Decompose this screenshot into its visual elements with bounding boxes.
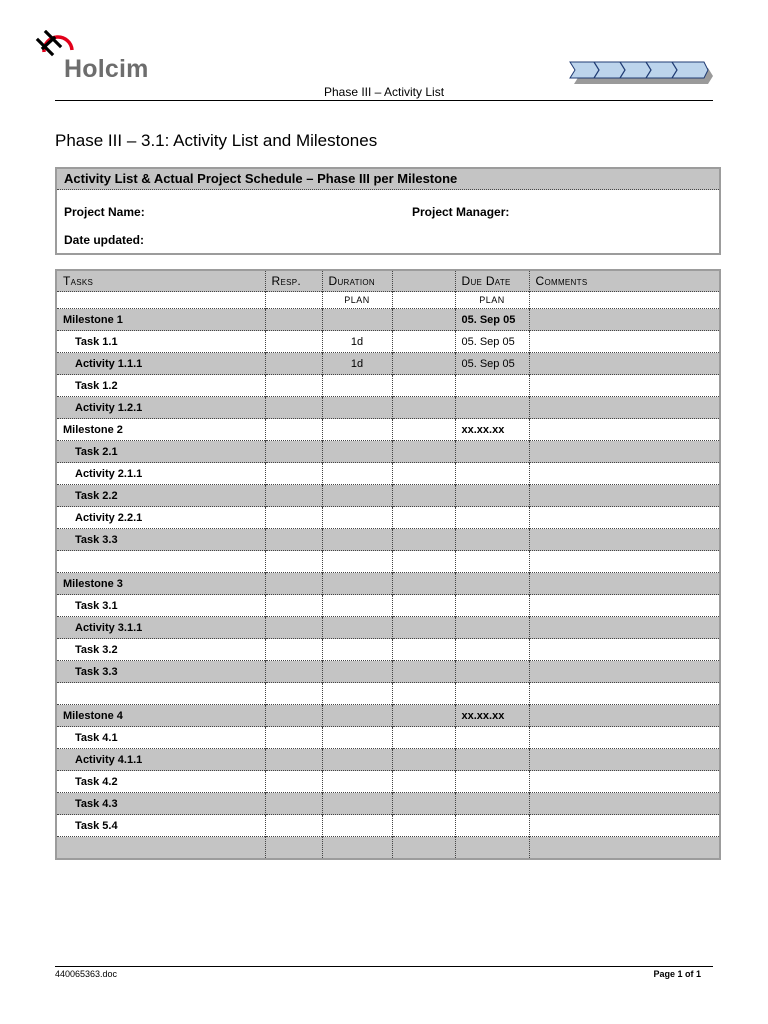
- table-row: [56, 529, 720, 551]
- resp-cell: [265, 397, 322, 419]
- task-cell: Activity 1.2.1: [56, 397, 265, 419]
- blank-cell: [392, 573, 455, 595]
- task-cell: Task 3.1: [56, 595, 265, 617]
- comments-cell: [529, 463, 720, 485]
- comments-cell: [529, 529, 720, 551]
- table-row: [56, 793, 720, 815]
- task-cell: Task 1.2: [56, 375, 265, 397]
- due-date-cell: [455, 617, 529, 639]
- table-row: [56, 749, 720, 771]
- logo-wordmark: Holcim: [64, 55, 149, 83]
- duration-cell: [322, 661, 392, 683]
- comments-cell: [529, 837, 720, 860]
- column-header-duration: Duration: [322, 270, 392, 292]
- comments-cell: [529, 353, 720, 375]
- task-cell: [56, 837, 265, 860]
- due-date-cell: [455, 485, 529, 507]
- comments-cell: [529, 639, 720, 661]
- comments-cell: [529, 771, 720, 793]
- resp-cell: [265, 331, 322, 353]
- table-subheader-row: [56, 292, 720, 309]
- comments-cell: [529, 485, 720, 507]
- resp-cell: [265, 639, 322, 661]
- table-row: [56, 815, 720, 837]
- due-date-cell: [455, 815, 529, 837]
- due-date-cell: [455, 639, 529, 661]
- resp-cell: [265, 375, 322, 397]
- resp-cell: [265, 617, 322, 639]
- activity-schedule-table: [55, 269, 721, 860]
- table-row: [56, 463, 720, 485]
- footer-divider: [55, 966, 713, 967]
- due-date-cell: [455, 551, 529, 573]
- blank-cell: [392, 837, 455, 860]
- due-date-cell: [455, 375, 529, 397]
- comments-cell: [529, 793, 720, 815]
- due-date-cell: [455, 463, 529, 485]
- duration-cell: [322, 771, 392, 793]
- blank-cell: [392, 749, 455, 771]
- column-header-tasks: Tasks: [56, 270, 265, 292]
- table-row: [56, 375, 720, 397]
- resp-cell: [265, 507, 322, 529]
- task-cell: Activity 3.1.1: [56, 617, 265, 639]
- due-date-cell: [455, 507, 529, 529]
- task-cell: Task 2.1: [56, 441, 265, 463]
- comments-cell: [529, 507, 720, 529]
- due-date-cell: xx.xx.xx: [455, 419, 529, 441]
- comments-cell: [529, 551, 720, 573]
- duration-cell: [322, 397, 392, 419]
- task-cell: Task 1.1: [56, 331, 265, 353]
- task-cell: Task 3.3: [56, 661, 265, 683]
- blank-cell: [392, 309, 455, 331]
- due-date-cell: 05. Sep 05: [455, 353, 529, 375]
- process-chevrons-icon: [568, 60, 713, 88]
- duration-cell: [322, 441, 392, 463]
- duration-cell: [322, 705, 392, 727]
- footer-filename: 440065363.doc: [55, 969, 118, 979]
- resp-cell: [265, 705, 322, 727]
- table-row: [56, 397, 720, 419]
- subheader-tasks: [56, 292, 265, 309]
- blank-cell: [392, 529, 455, 551]
- comments-cell: [529, 309, 720, 331]
- comments-cell: [529, 419, 720, 441]
- task-cell: Task 3.3: [56, 529, 265, 551]
- comments-cell: [529, 617, 720, 639]
- due-date-cell: [455, 683, 529, 705]
- resp-cell: [265, 595, 322, 617]
- table-row: [56, 419, 720, 441]
- table-header-row: [56, 270, 720, 292]
- duration-cell: [322, 837, 392, 860]
- comments-cell: [529, 441, 720, 463]
- project-name-label: Project Name:: [64, 205, 145, 219]
- task-cell: Activity 1.1.1: [56, 353, 265, 375]
- resp-cell: [265, 683, 322, 705]
- table-row: [56, 837, 720, 860]
- table-row: [56, 595, 720, 617]
- task-cell: Activity 4.1.1: [56, 749, 265, 771]
- blank-cell: [392, 485, 455, 507]
- table-row: [56, 309, 720, 331]
- comments-cell: [529, 375, 720, 397]
- blank-cell: [392, 705, 455, 727]
- project-info-title: Activity List & Actual Project Schedule – Phase III per Milestone: [57, 169, 719, 190]
- subheader-duration-plan: PLAN: [322, 292, 392, 309]
- duration-cell: [322, 485, 392, 507]
- due-date-cell: [455, 837, 529, 860]
- subheader-due-date-plan: PLAN: [455, 292, 529, 309]
- resp-cell: [265, 551, 322, 573]
- date-updated-label: Date updated:: [64, 233, 145, 247]
- comments-cell: [529, 573, 720, 595]
- blank-cell: [392, 617, 455, 639]
- table-row: [56, 661, 720, 683]
- resp-cell: [265, 771, 322, 793]
- task-cell: Milestone 1: [56, 309, 265, 331]
- duration-cell: 1d: [322, 331, 392, 353]
- task-cell: Task 5.4: [56, 815, 265, 837]
- blank-cell: [392, 551, 455, 573]
- resp-cell: [265, 529, 322, 551]
- project-info-box: [55, 167, 721, 255]
- blank-cell: [392, 771, 455, 793]
- task-cell: Task 4.1: [56, 727, 265, 749]
- subheader-resp: [265, 292, 322, 309]
- due-date-cell: [455, 749, 529, 771]
- task-cell: Milestone 2: [56, 419, 265, 441]
- column-header-due-date: Due Date: [455, 270, 529, 292]
- due-date-cell: [455, 661, 529, 683]
- duration-cell: [322, 749, 392, 771]
- due-date-cell: [455, 793, 529, 815]
- duration-cell: [322, 309, 392, 331]
- duration-cell: [322, 507, 392, 529]
- comments-cell: [529, 397, 720, 419]
- blank-cell: [392, 595, 455, 617]
- blank-cell: [392, 683, 455, 705]
- duration-cell: [322, 793, 392, 815]
- task-cell: Task 2.2: [56, 485, 265, 507]
- table-row: [56, 507, 720, 529]
- duration-cell: [322, 573, 392, 595]
- due-date-cell: [455, 771, 529, 793]
- blank-cell: [392, 353, 455, 375]
- task-cell: Activity 2.1.1: [56, 463, 265, 485]
- column-header-blank: [392, 270, 455, 292]
- task-cell: Milestone 4: [56, 705, 265, 727]
- comments-cell: [529, 661, 720, 683]
- task-cell: Activity 2.2.1: [56, 507, 265, 529]
- due-date-cell: [455, 573, 529, 595]
- resp-cell: [265, 463, 322, 485]
- resp-cell: [265, 485, 322, 507]
- blank-cell: [392, 661, 455, 683]
- task-cell: [56, 551, 265, 573]
- duration-cell: [322, 683, 392, 705]
- blank-cell: [392, 397, 455, 419]
- table-row: [56, 727, 720, 749]
- duration-cell: [322, 639, 392, 661]
- task-cell: [56, 683, 265, 705]
- task-cell: Task 3.2: [56, 639, 265, 661]
- comments-cell: [529, 683, 720, 705]
- blank-cell: [392, 441, 455, 463]
- resp-cell: [265, 815, 322, 837]
- due-date-cell: [455, 595, 529, 617]
- table-row: [56, 441, 720, 463]
- resp-cell: [265, 309, 322, 331]
- subheader-comments: [529, 292, 720, 309]
- duration-cell: [322, 463, 392, 485]
- blank-cell: [392, 639, 455, 661]
- resp-cell: [265, 793, 322, 815]
- table-row: [56, 485, 720, 507]
- footer-page-number: Page 1 of 1: [653, 969, 701, 979]
- blank-cell: [392, 815, 455, 837]
- due-date-cell: [455, 397, 529, 419]
- table-row: [56, 683, 720, 705]
- resp-cell: [265, 661, 322, 683]
- resp-cell: [265, 749, 322, 771]
- blank-cell: [392, 375, 455, 397]
- duration-cell: [322, 815, 392, 837]
- column-header-comments: Comments: [529, 270, 720, 292]
- comments-cell: [529, 815, 720, 837]
- column-header-resp: Resp.: [265, 270, 322, 292]
- resp-cell: [265, 727, 322, 749]
- due-date-cell: 05. Sep 05: [455, 309, 529, 331]
- task-cell: Task 4.2: [56, 771, 265, 793]
- comments-cell: [529, 331, 720, 353]
- running-header-title: Phase III – Activity List: [323, 85, 445, 99]
- comments-cell: [529, 705, 720, 727]
- duration-cell: [322, 595, 392, 617]
- resp-cell: [265, 441, 322, 463]
- comments-cell: [529, 749, 720, 771]
- resp-cell: [265, 353, 322, 375]
- duration-cell: [322, 375, 392, 397]
- duration-cell: [322, 551, 392, 573]
- task-cell: Task 4.3: [56, 793, 265, 815]
- duration-cell: [322, 727, 392, 749]
- table-row: [56, 353, 720, 375]
- duration-cell: [322, 529, 392, 551]
- resp-cell: [265, 419, 322, 441]
- project-manager-label: Project Manager:: [412, 205, 510, 219]
- blank-cell: [392, 463, 455, 485]
- resp-cell: [265, 837, 322, 860]
- table-row: [56, 771, 720, 793]
- due-date-cell: 05. Sep 05: [455, 331, 529, 353]
- table-row: [56, 331, 720, 353]
- subheader-blank: [392, 292, 455, 309]
- comments-cell: [529, 595, 720, 617]
- table-row: [56, 551, 720, 573]
- page-title: Phase III – 3.1: Activity List and Milestones: [55, 131, 378, 150]
- header-divider: [55, 100, 713, 101]
- duration-cell: 1d: [322, 353, 392, 375]
- table-row: [56, 617, 720, 639]
- table-row: [56, 573, 720, 595]
- table-row: [56, 705, 720, 727]
- blank-cell: [392, 793, 455, 815]
- duration-cell: [322, 419, 392, 441]
- blank-cell: [392, 331, 455, 353]
- table-row: [56, 639, 720, 661]
- due-date-cell: [455, 727, 529, 749]
- comments-cell: [529, 727, 720, 749]
- due-date-cell: [455, 441, 529, 463]
- due-date-cell: xx.xx.xx: [455, 705, 529, 727]
- due-date-cell: [455, 529, 529, 551]
- duration-cell: [322, 617, 392, 639]
- blank-cell: [392, 419, 455, 441]
- resp-cell: [265, 573, 322, 595]
- blank-cell: [392, 507, 455, 529]
- blank-cell: [392, 727, 455, 749]
- task-cell: Milestone 3: [56, 573, 265, 595]
